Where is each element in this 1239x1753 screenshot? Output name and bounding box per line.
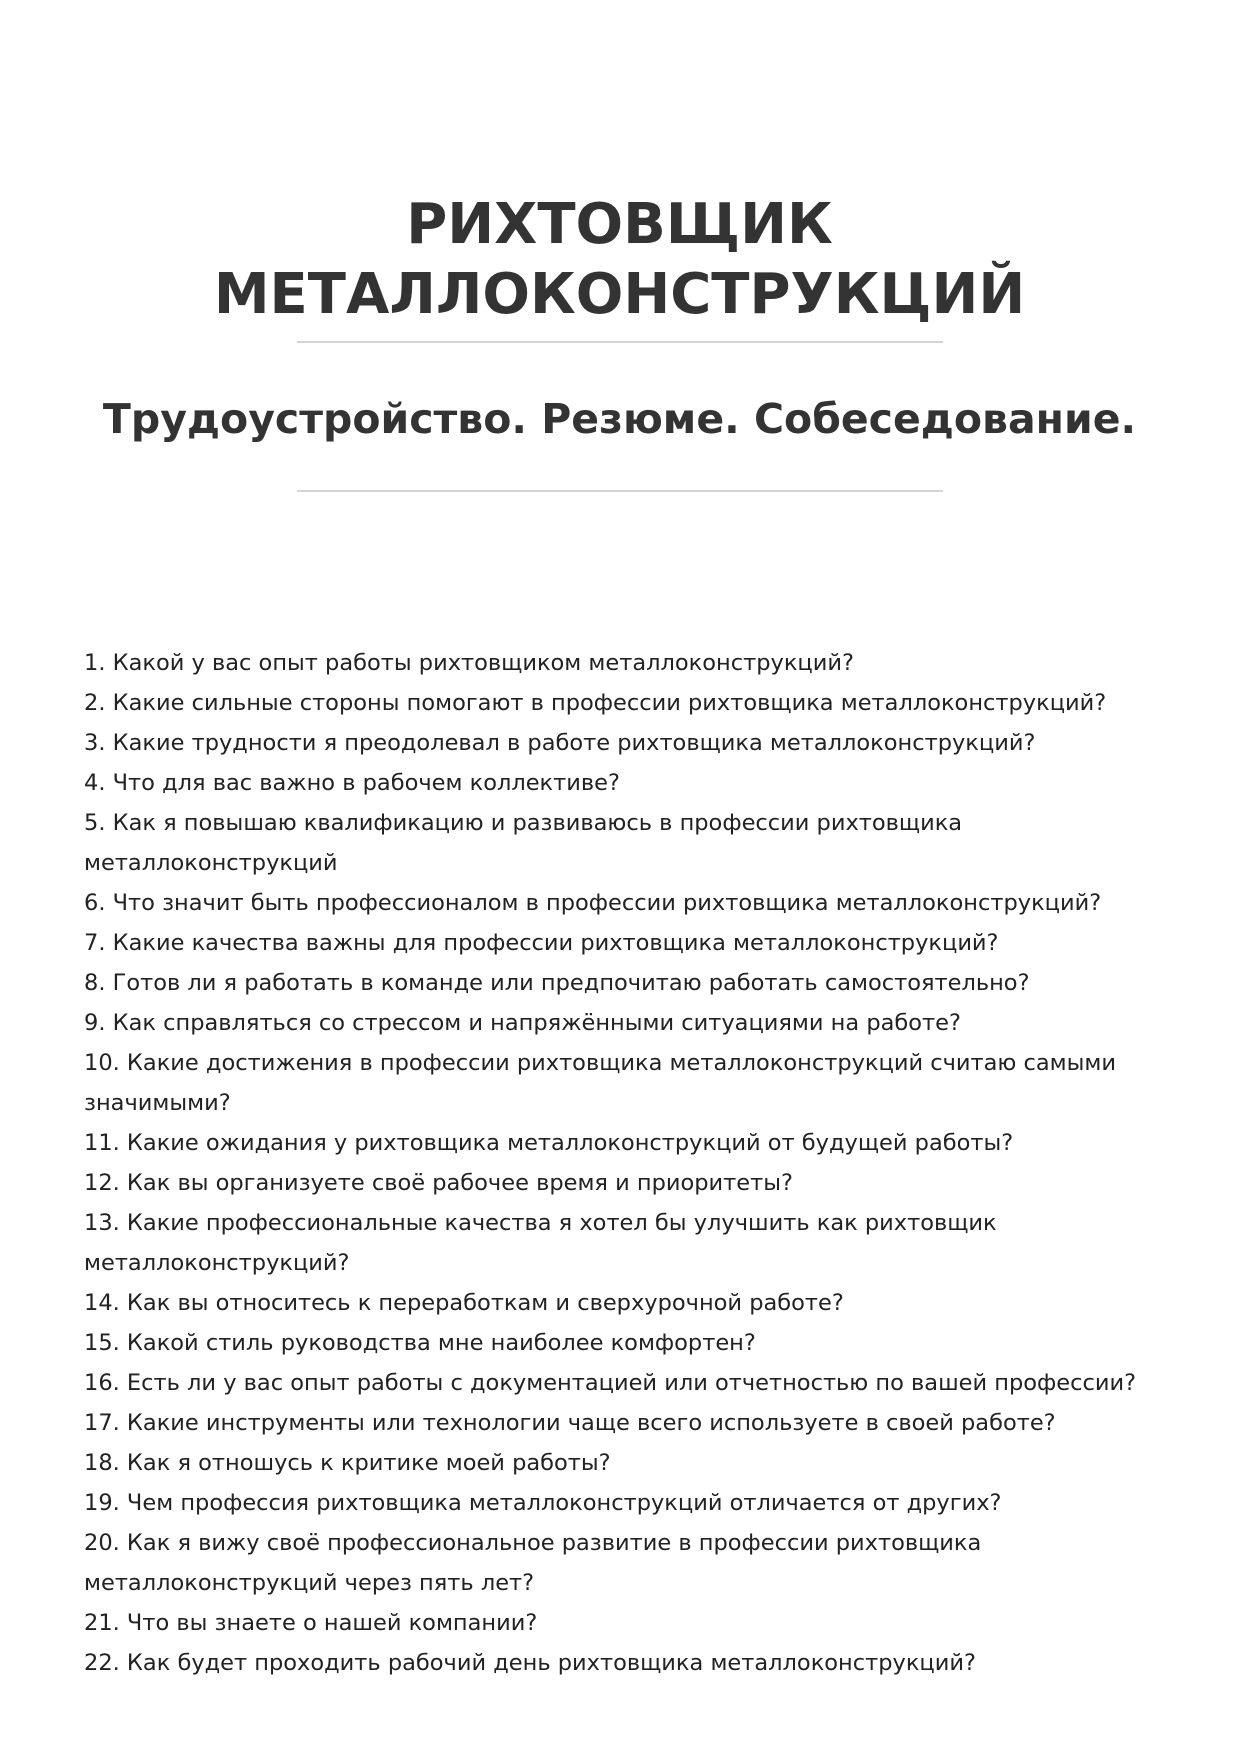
question-item: 6. Что значит быть профессионалом в профессии рихтовщика металлоконструкций? (84, 890, 1102, 916)
question-item: 3. Какие трудности я преодолевал в работе рихтовщика металлоконструкций? (84, 730, 1036, 756)
document-title: РИХТОВЩИК МЕТАЛЛОКОНСТРУКЦИЙ (213, 192, 1026, 327)
question-item: 16. Есть ли у вас опыт работы с документацией или отчетностью по вашей профессии? (84, 1370, 1137, 1396)
bottom-divider (297, 490, 943, 492)
question-item: 10. Какие достижения в профессии рихтовщика металлоконструкций считаю самыми значимыми? (84, 1050, 1117, 1116)
question-item: 17. Какие инструменты или технологии чаще всего используете в своей работе? (84, 1410, 1056, 1436)
question-item: 9. Как справляться со стрессом и напряжёнными ситуациями на работе? (84, 1010, 961, 1036)
question-item: 22. Как будет проходить рабочий день рихтовщика металлоконструкций? (84, 1650, 976, 1676)
question-item: 5. Как я повышаю квалификацию и развиваюсь в профессии рихтовщика металлоконструкций (84, 810, 963, 876)
question-item: 8. Готов ли я работать в команде или предпочитаю работать самостоятельно? (84, 970, 1030, 996)
question-item: 7. Какие качества важны для профессии рихтовщика металлоконструкций? (84, 930, 999, 956)
question-item: 21. Что вы знаете о нашей компании? (84, 1610, 538, 1636)
question-item: 11. Какие ожидания у рихтовщика металлоконструкций от будущей работы? (84, 1130, 1014, 1156)
question-item: 14. Как вы относитесь к переработкам и сверхурочной работе? (84, 1290, 844, 1316)
question-item: 19. Чем профессия рихтовщика металлоконструкций отличается от других? (84, 1490, 1002, 1516)
question-item: 1. Какой у вас опыт работы рихтовщиком металлоконструкций? (84, 650, 854, 676)
question-item: 4. Что для вас важно в рабочем коллективе? (84, 770, 620, 796)
question-item: 18. Как я отношусь к критике моей работы? (84, 1450, 611, 1476)
top-divider (297, 341, 943, 343)
questions-list (84, 643, 1164, 1683)
document-subtitle: Трудоустройство. Резюме. Собеседование. (102, 395, 1137, 443)
question-item: 12. Как вы организуете своё рабочее время и приоритеты? (84, 1170, 793, 1196)
question-item: 15. Какой стиль руководства мне наиболее комфортен? (84, 1330, 756, 1356)
question-item: 13. Какие профессиональные качества я хотел бы улучшить как рихтовщик металлоконструкций? (84, 1210, 997, 1276)
question-item: 2. Какие сильные стороны помогают в профессии рихтовщика металлоконструкций? (84, 690, 1107, 716)
question-item: 20. Как я вижу своё профессиональное развитие в профессии рихтовщика металлоконструкций через пять лет? (84, 1530, 982, 1596)
